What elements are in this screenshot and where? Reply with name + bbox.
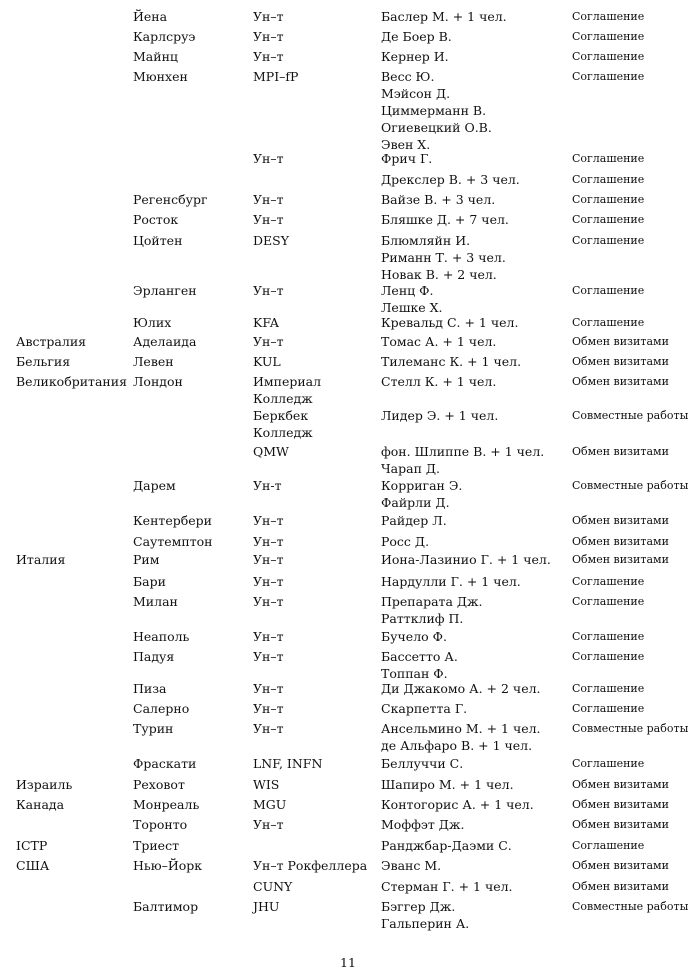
participants-cell-line: Шапиро М. + 1 чел. bbox=[381, 777, 514, 792]
collaboration-type-cell-line: Обмен визитами bbox=[572, 859, 669, 872]
institution-cell bbox=[253, 573, 284, 590]
institution-cell bbox=[253, 48, 284, 65]
collaboration-type-cell-line: Соглашение bbox=[572, 173, 645, 186]
participants-cell-line: Беллуччи С. bbox=[381, 756, 464, 771]
collaboration-type-cell-line: Соглашение bbox=[572, 682, 645, 695]
participants-cell-line: Ранджбар-Даэми С. bbox=[381, 838, 512, 853]
collaboration-type-cell-line: Соглашение bbox=[572, 234, 645, 247]
country-cell bbox=[16, 837, 47, 854]
institution-cell-line: Ун–т bbox=[253, 49, 284, 64]
participants-cell-line: Огиевецкий О.В. bbox=[381, 120, 492, 135]
collaboration-type-cell-line: Соглашение bbox=[572, 575, 645, 588]
collaboration-type-cell-line: Соглашение bbox=[572, 316, 645, 329]
city-cell-line: Аделаида bbox=[133, 334, 197, 349]
institution-cell-line: Ун–т bbox=[253, 594, 284, 609]
city-cell bbox=[133, 648, 174, 665]
participants-cell-line: Кревальд С. + 1 чел. bbox=[381, 315, 519, 330]
city-cell bbox=[133, 837, 179, 854]
participants-cell bbox=[381, 191, 495, 208]
collaboration-type-cell-line: Обмен визитами bbox=[572, 553, 669, 566]
participants-cell-line: Лешке Х. bbox=[381, 300, 443, 315]
participants-cell-line: Контогорис А. + 1 чел. bbox=[381, 797, 534, 812]
participants-cell-line: Весс Ю. bbox=[381, 69, 435, 84]
country-cell-line: США bbox=[16, 858, 50, 873]
participants-cell bbox=[381, 353, 521, 370]
participants-cell-line: Блюмляйн И. bbox=[381, 233, 471, 248]
city-cell bbox=[133, 8, 167, 25]
city-cell bbox=[133, 700, 189, 717]
collaboration-type-cell bbox=[572, 837, 644, 854]
institution-cell bbox=[253, 878, 292, 895]
participants-cell-line: Моффэт Дж. bbox=[381, 817, 465, 832]
city-cell-line: Регенсбург bbox=[133, 192, 208, 207]
participants-cell-line: Дрекслер В. + 3 чел. bbox=[381, 172, 520, 187]
collaboration-type-cell-line: Соглашение bbox=[572, 650, 645, 663]
institution-cell-line: Ун–т bbox=[253, 534, 284, 549]
city-cell bbox=[133, 333, 196, 350]
collaboration-type-cell-line: Совместные работы bbox=[572, 409, 689, 422]
collaboration-type-cell bbox=[572, 512, 669, 529]
participants-cell-line: Вайзе В. + 3 чел. bbox=[381, 192, 496, 207]
institution-cell bbox=[253, 796, 286, 813]
participants-cell-line: Бэггер Дж. bbox=[381, 899, 456, 914]
participants-cell-line: Томас А. + 1 чел. bbox=[381, 334, 497, 349]
city-cell bbox=[133, 680, 167, 697]
institution-cell bbox=[253, 443, 289, 460]
participants-cell bbox=[381, 512, 447, 529]
participants-cell-line: Ди Джакомо А. + 2 чел. bbox=[381, 681, 541, 696]
institution-cell bbox=[253, 898, 279, 915]
collaboration-type-cell bbox=[572, 211, 644, 228]
collaboration-type-cell bbox=[572, 373, 669, 390]
collaboration-type-cell bbox=[572, 191, 644, 208]
collaboration-type-cell bbox=[572, 533, 669, 550]
participants-cell bbox=[381, 700, 467, 717]
collaboration-type-cell-line: Обмен визитами bbox=[572, 535, 669, 548]
collaboration-type-cell bbox=[572, 573, 644, 590]
institution-cell-line: QMW bbox=[253, 444, 289, 459]
institution-cell-line: KUL bbox=[253, 354, 281, 369]
institution-cell bbox=[253, 150, 284, 167]
collaboration-type-cell bbox=[572, 898, 688, 915]
collaboration-type-cell bbox=[572, 8, 644, 25]
country-cell bbox=[16, 373, 127, 390]
institution-cell bbox=[253, 755, 322, 772]
collaboration-type-cell bbox=[572, 796, 669, 813]
collaboration-type-cell bbox=[572, 816, 669, 833]
institution-cell-line: Ун–т bbox=[253, 629, 284, 644]
institution-cell bbox=[253, 857, 367, 874]
institution-cell-line: JHU bbox=[253, 899, 280, 914]
country-cell-line: Австралия bbox=[16, 334, 87, 349]
participants-cell bbox=[381, 573, 521, 590]
participants-cell bbox=[381, 898, 469, 932]
collaboration-type-cell bbox=[572, 477, 688, 494]
collaboration-type-cell bbox=[572, 443, 669, 460]
participants-cell-line: Файрли Д. bbox=[381, 495, 450, 510]
participants-cell-line: Фрич Г. bbox=[381, 151, 433, 166]
participants-cell bbox=[381, 150, 432, 167]
collaboration-type-cell bbox=[572, 282, 644, 299]
city-cell bbox=[133, 573, 166, 590]
institution-cell bbox=[253, 232, 289, 249]
institution-cell-line: Ун–т bbox=[253, 513, 284, 528]
participants-cell-line: Скарпетта Г. bbox=[381, 701, 468, 716]
participants-cell bbox=[381, 755, 463, 772]
institution-cell-line: Колледж bbox=[253, 391, 313, 406]
institution-cell-line: Ун–т bbox=[253, 552, 284, 567]
city-cell-line: Реховот bbox=[133, 777, 185, 792]
institution-cell bbox=[253, 333, 284, 350]
participants-cell bbox=[381, 48, 449, 65]
institution-cell-line: Колледж bbox=[253, 425, 313, 440]
participants-cell bbox=[381, 776, 514, 793]
city-cell-line: Торонто bbox=[133, 817, 188, 832]
collaboration-type-cell bbox=[572, 720, 688, 737]
institution-cell bbox=[253, 407, 313, 441]
participants-cell-line: Райдер Л. bbox=[381, 513, 447, 528]
city-cell bbox=[133, 533, 213, 550]
collaboration-type-cell-line: Обмен визитами bbox=[572, 514, 669, 527]
city-cell-line: Кентербери bbox=[133, 513, 212, 528]
city-cell bbox=[133, 48, 178, 65]
participants-cell-line: Нардулли Г. + 1 чел. bbox=[381, 574, 521, 589]
city-cell-line: Эрланген bbox=[133, 283, 197, 298]
institution-cell-line: Ун–т bbox=[253, 721, 284, 736]
institution-cell bbox=[253, 720, 284, 737]
participants-cell bbox=[381, 232, 506, 283]
participants-cell bbox=[381, 314, 518, 331]
participants-cell bbox=[381, 8, 507, 25]
institution-cell bbox=[253, 551, 284, 568]
participants-cell-line: Гальперин А. bbox=[381, 916, 470, 931]
collaboration-type-cell bbox=[572, 755, 644, 772]
participants-cell-line: Мэйсон Д. bbox=[381, 86, 451, 101]
page-number: 11 bbox=[340, 955, 356, 970]
institution-cell bbox=[253, 8, 284, 25]
country-cell bbox=[16, 551, 65, 568]
city-cell bbox=[133, 282, 197, 299]
institution-cell-line: Ун–т Рокфеллера bbox=[253, 858, 368, 873]
institution-cell-line: Ун–т bbox=[253, 29, 284, 44]
city-cell-line: Неаполь bbox=[133, 629, 190, 644]
participants-cell-line: Циммерманн В. bbox=[381, 103, 487, 118]
participants-cell-line: Баслер М. + 1 чел. bbox=[381, 9, 507, 24]
participants-cell bbox=[381, 857, 441, 874]
city-cell-line: Фраскати bbox=[133, 756, 197, 771]
collaboration-type-cell-line: Обмен визитами bbox=[572, 445, 669, 458]
collaboration-type-cell-line: Обмен визитами bbox=[572, 355, 669, 368]
collaboration-type-cell bbox=[572, 857, 669, 874]
collaboration-type-cell-line: Соглашение bbox=[572, 757, 645, 770]
collaboration-type-cell-line: Обмен визитами bbox=[572, 818, 669, 831]
collaboration-type-cell-line: Соглашение bbox=[572, 70, 645, 83]
city-cell-line: Левен bbox=[133, 354, 174, 369]
country-cell-line: Великобритания bbox=[16, 374, 127, 389]
institution-cell bbox=[253, 314, 279, 331]
city-cell bbox=[133, 816, 187, 833]
participants-cell bbox=[381, 68, 492, 153]
city-cell-line: Рим bbox=[133, 552, 160, 567]
participants-cell bbox=[381, 333, 496, 350]
participants-cell-line: де Альфаро В. + 1 чел. bbox=[381, 738, 533, 753]
institution-cell-line: Ун–т bbox=[253, 192, 284, 207]
participants-cell-line: Бучело Ф. bbox=[381, 629, 447, 644]
institution-cell-line: MGU bbox=[253, 797, 287, 812]
participants-cell bbox=[381, 407, 498, 424]
collaboration-type-cell bbox=[572, 776, 669, 793]
city-cell-line: Юлих bbox=[133, 315, 172, 330]
participants-cell bbox=[381, 282, 443, 316]
participants-cell-line: Лидер Э. + 1 чел. bbox=[381, 408, 499, 423]
collaboration-type-cell-line: Соглашение bbox=[572, 702, 645, 715]
country-cell-line: Израиль bbox=[16, 777, 73, 792]
collaboration-type-cell-line: Совместные работы bbox=[572, 479, 689, 492]
institution-cell bbox=[253, 533, 284, 550]
collaboration-type-cell bbox=[572, 333, 669, 350]
collaboration-type-cell bbox=[572, 150, 644, 167]
participants-cell bbox=[381, 477, 462, 511]
collaboration-type-cell-line: Совместные работы bbox=[572, 722, 689, 735]
collaboration-type-cell-line: Соглашение bbox=[572, 213, 645, 226]
institution-cell bbox=[253, 648, 284, 665]
institution-cell-line: Ун–т bbox=[253, 701, 284, 716]
collaboration-type-cell bbox=[572, 628, 644, 645]
participants-cell-line: Бассетто А. bbox=[381, 649, 458, 664]
city-cell bbox=[133, 898, 198, 915]
participants-cell bbox=[381, 551, 551, 568]
city-cell-line: Бари bbox=[133, 574, 166, 589]
city-cell bbox=[133, 373, 183, 390]
institution-cell-line: MPI–fP bbox=[253, 69, 299, 84]
participants-cell bbox=[381, 720, 541, 754]
city-cell bbox=[133, 353, 174, 370]
city-cell-line: Дарем bbox=[133, 478, 176, 493]
participants-cell-line: Ленц Ф. bbox=[381, 283, 434, 298]
participants-cell-line: Корриган Э. bbox=[381, 478, 463, 493]
city-cell bbox=[133, 512, 212, 529]
city-cell-line: Цойтен bbox=[133, 233, 183, 248]
participants-cell-line: фон. Шлиппе В. + 1 чел. bbox=[381, 444, 545, 459]
institution-cell bbox=[253, 191, 284, 208]
country-cell bbox=[16, 333, 86, 350]
city-cell-line: Карлсруэ bbox=[133, 29, 196, 44]
institution-cell bbox=[253, 776, 279, 793]
city-cell bbox=[133, 314, 171, 331]
institution-cell bbox=[253, 282, 284, 299]
country-cell bbox=[16, 353, 70, 370]
city-cell bbox=[133, 232, 182, 249]
collaboration-type-cell bbox=[572, 314, 644, 331]
city-cell-line: Лондон bbox=[133, 374, 183, 389]
collaboration-type-cell bbox=[572, 28, 644, 45]
participants-cell bbox=[381, 878, 513, 895]
collaboration-type-cell bbox=[572, 648, 644, 665]
collaboration-type-cell-line: Соглашение bbox=[572, 193, 645, 206]
city-cell-line: Триест bbox=[133, 838, 179, 853]
city-cell bbox=[133, 796, 199, 813]
collaboration-type-cell bbox=[572, 353, 669, 370]
country-cell-line: Италия bbox=[16, 552, 66, 567]
city-cell bbox=[133, 720, 173, 737]
participants-cell-line: Топпан Ф. bbox=[381, 666, 448, 681]
collaboration-type-cell-line: Обмен визитами bbox=[572, 880, 669, 893]
collaboration-type-cell bbox=[572, 48, 644, 65]
participants-cell-line: Препарата Дж. bbox=[381, 594, 483, 609]
collaboration-type-cell-line: Соглашение bbox=[572, 630, 645, 643]
participants-cell-line: Росс Д. bbox=[381, 534, 430, 549]
city-cell-line: Монреаль bbox=[133, 797, 200, 812]
city-cell bbox=[133, 593, 178, 610]
institution-cell-line: Беркбек bbox=[253, 408, 309, 423]
city-cell-line: Майнц bbox=[133, 49, 178, 64]
participants-cell bbox=[381, 796, 534, 813]
country-cell bbox=[16, 796, 64, 813]
city-cell-line: Балтимор bbox=[133, 899, 199, 914]
collaboration-type-cell-line: Соглашение bbox=[572, 30, 645, 43]
institution-cell bbox=[253, 373, 321, 407]
collaboration-type-cell bbox=[572, 232, 644, 249]
collaboration-type-cell bbox=[572, 68, 644, 85]
city-cell bbox=[133, 628, 189, 645]
participants-cell bbox=[381, 628, 447, 645]
institution-cell-line: DESY bbox=[253, 233, 289, 248]
collaboration-type-cell-line: Обмен визитами bbox=[572, 375, 669, 388]
participants-cell-line: Де Боер В. bbox=[381, 29, 452, 44]
participants-cell bbox=[381, 680, 541, 697]
participants-cell bbox=[381, 373, 496, 390]
institution-cell-line: Ун-т bbox=[253, 478, 282, 493]
institution-cell bbox=[253, 28, 284, 45]
city-cell bbox=[133, 551, 159, 568]
collaboration-type-cell bbox=[572, 593, 644, 610]
collaboration-type-cell bbox=[572, 700, 644, 717]
participants-cell-line: Эванс М. bbox=[381, 858, 442, 873]
institution-cell bbox=[253, 593, 284, 610]
participants-cell-line: Кернер И. bbox=[381, 49, 449, 64]
participants-cell-line: Бляшке Д. + 7 чел. bbox=[381, 212, 509, 227]
city-cell-line: Йена bbox=[133, 9, 168, 24]
participants-cell-line: Тилеманс К. + 1 чел. bbox=[381, 354, 522, 369]
participants-cell bbox=[381, 593, 483, 627]
participants-cell-line: Чарап Д. bbox=[381, 461, 441, 476]
city-cell bbox=[133, 776, 185, 793]
country-cell bbox=[16, 776, 72, 793]
collaboration-type-cell-line: Соглашение bbox=[572, 284, 645, 297]
city-cell bbox=[133, 211, 178, 228]
institution-cell bbox=[253, 512, 284, 529]
participants-cell-line: Стерман Г. + 1 чел. bbox=[381, 879, 513, 894]
city-cell-line: Падуя bbox=[133, 649, 175, 664]
collaboration-type-cell-line: Соглашение bbox=[572, 50, 645, 63]
city-cell bbox=[133, 755, 196, 772]
institution-cell-line: Ун–т bbox=[253, 9, 284, 24]
institution-cell bbox=[253, 680, 284, 697]
participants-cell bbox=[381, 533, 429, 550]
participants-cell bbox=[381, 443, 544, 477]
institution-cell-line: LNF, INFN bbox=[253, 756, 323, 771]
institution-cell-line: Империал bbox=[253, 374, 322, 389]
institution-cell bbox=[253, 700, 284, 717]
collaboration-type-cell-line: Соглашение bbox=[572, 152, 645, 165]
participants-cell bbox=[381, 211, 509, 228]
collaboration-type-cell bbox=[572, 551, 669, 568]
participants-cell-line: Эвен Х. bbox=[381, 137, 431, 152]
institution-cell bbox=[253, 353, 281, 370]
institution-cell-line: CUNY bbox=[253, 879, 293, 894]
city-cell bbox=[133, 191, 208, 208]
city-cell-line: Росток bbox=[133, 212, 179, 227]
collaboration-type-cell-line: Обмен визитами bbox=[572, 335, 669, 348]
institution-cell bbox=[253, 628, 284, 645]
participants-cell-line: Риманн Т. + 3 чел. bbox=[381, 250, 506, 265]
institution-cell bbox=[253, 477, 282, 494]
city-cell bbox=[133, 857, 202, 874]
institution-cell-line: Ун–т bbox=[253, 151, 284, 166]
city-cell-line: Мюнхен bbox=[133, 69, 188, 84]
institution-cell bbox=[253, 211, 284, 228]
institution-cell-line: WIS bbox=[253, 777, 280, 792]
collaboration-type-cell bbox=[572, 878, 669, 895]
collaboration-type-cell bbox=[572, 171, 644, 188]
collaboration-type-cell-line: Обмен визитами bbox=[572, 798, 669, 811]
participants-cell-line: Иона-Лазинио Г. + 1 чел. bbox=[381, 552, 551, 567]
collaboration-type-cell-line: Соглашение bbox=[572, 839, 645, 852]
institution-cell-line: KFA bbox=[253, 315, 279, 330]
institution-cell-line: Ун–т bbox=[253, 574, 284, 589]
collaboration-type-cell bbox=[572, 407, 688, 424]
institution-cell-line: Ун–т bbox=[253, 334, 284, 349]
participants-cell-line: Раттклиф П. bbox=[381, 611, 464, 626]
country-cell-line: Бельгия bbox=[16, 354, 71, 369]
participants-cell-line: Стелл К. + 1 чел. bbox=[381, 374, 497, 389]
participants-cell bbox=[381, 648, 458, 682]
participants-cell bbox=[381, 28, 452, 45]
participants-cell bbox=[381, 816, 464, 833]
collaboration-type-cell-line: Совместные работы bbox=[572, 900, 689, 913]
institution-cell-line: Ун–т bbox=[253, 817, 284, 832]
collaboration-type-cell bbox=[572, 680, 644, 697]
city-cell bbox=[133, 68, 188, 85]
institution-cell-line: Ун–т bbox=[253, 649, 284, 664]
city-cell-line: Милан bbox=[133, 594, 178, 609]
city-cell bbox=[133, 28, 195, 45]
city-cell-line: Пиза bbox=[133, 681, 167, 696]
participants-cell-line: Ансельмино М. + 1 чел. bbox=[381, 721, 541, 736]
city-cell-line: Салерно bbox=[133, 701, 190, 716]
city-cell bbox=[133, 477, 176, 494]
city-cell-line: Нью–Йорк bbox=[133, 858, 203, 873]
institution-cell-line: Ун–т bbox=[253, 212, 284, 227]
participants-cell bbox=[381, 837, 512, 854]
country-cell bbox=[16, 857, 49, 874]
participants-cell-line: Новак В. + 2 чел. bbox=[381, 267, 497, 282]
collaboration-type-cell-line: Соглашение bbox=[572, 595, 645, 608]
collaboration-type-cell-line: Обмен визитами bbox=[572, 778, 669, 791]
city-cell-line: Саутемптон bbox=[133, 534, 213, 549]
institution-cell bbox=[253, 68, 298, 85]
country-cell-line: Канада bbox=[16, 797, 65, 812]
country-cell-line: ICTP bbox=[16, 838, 48, 853]
city-cell-line: Турин bbox=[133, 721, 174, 736]
collaboration-type-cell-line: Соглашение bbox=[572, 10, 645, 23]
institution-cell-line: Ун–т bbox=[253, 283, 284, 298]
institution-cell bbox=[253, 816, 284, 833]
institution-cell-line: Ун–т bbox=[253, 681, 284, 696]
participants-cell bbox=[381, 171, 520, 188]
